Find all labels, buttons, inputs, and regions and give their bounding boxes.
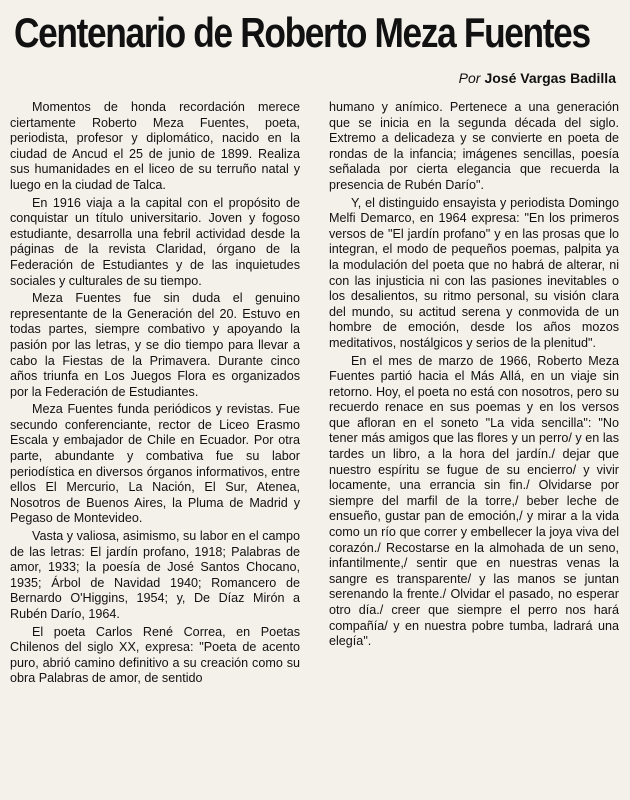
paragraph: Y, el distinguido ensayista y periodista Domingo Melfi Demarco, en 1964 expresa: "En los primeros versos de "El jardín profano" y en las prosas que lo integran, el modo de pequeños poemas, palpita ya la modulación del poeta que no habrá de alterar, ni con las injusticia ni con las pasiones inevitables o los desalientos, su ritmo personal, su visión clara del mundo, su actitud serena y conmovida de un hombre de emoción, desde los años mozos meditativos, nostálgicos y serios de la plenitud". — [329, 195, 619, 350]
paragraph: Meza Fuentes fue sin duda el genuino representante de la Generación del 20. Estuvo en todas partes, siempre combativo y apoyando la pasión por las letras, y se dio tiempo para llevar a cabo la Fiestas de la Primavera. Durante cinco años triunfa en Los Juegos Flora es organizados por la Federación de Estudiantes. — [10, 291, 300, 399]
article-title: Centenario de Roberto Meza Fuentes — [14, 9, 590, 56]
left-column — [10, 100, 300, 796]
byline — [459, 69, 616, 87]
paragraph: humano y anímico. Pertenece a una generación que se inicia en la segunda década del siglo. Extremo a delicadeza y se convierte en poeta de rondas de la infancia; imágenes sencillas, poesía señalada por cierta elegancia que recuerda la presencia de Rubén Darío". — [329, 100, 619, 192]
paragraph: El poeta Carlos René Correa, en Poetas Chilenos del siglo XX, expresa: "Poeta de acento puro, abrió camino definitivo a su creación como su obra Palabras de amor, de sentido — [10, 624, 300, 686]
byline-prefix: Por — [458, 70, 481, 86]
paragraph: Momentos de honda recordación merece ciertamente Roberto Meza Fuentes, poeta, periodista, profesor y diplomático, nacido en la ciudad de Ancud el 25 de junio de 1899. Realiza sus humanidades en el liceo de su terruño natal y luego en la ciudad de Talca. — [10, 100, 300, 192]
paragraph: Meza Fuentes funda periódicos y revistas. Fue secundo conferenciante, rector de Liceo Erasmo Escala y embajador de Chile en Ecuador. Por otra parte, abundante y combativa fue su labor periodística en diversos órganos informativos, entre ellos El Mercurio, La Nación, El Sur, Atenea, Nosotros de Buenos Aires, la Pluma de Madrid y Pegaso de Montevideo. — [10, 402, 300, 526]
right-column — [329, 100, 619, 796]
paragraph: En el mes de marzo de 1966, Roberto Meza Fuentes partió hacia el Más Allá, en un viaje sin retorno. Hoy, el poeta no está con nosotros, pero su recuerdo renace en sus poemas y en los versos que afloran en el soneto "La vida sencilla": "No tener más amigos que las flores y un perro/ y en las tardes un libro, a la hora del jardín./ dejar que nuestro espíritu se fugue de su encierro/ y vivir locamente, una errancia sin fin./ Olvidarse por siempre del marfil de la torre,/ beber leche de ensueño, gustar pan de emoción,/ y mirar a la vida como un río que correr y embellecer la joya viva del corazón./ Recostarse en la almohada de un seno, infantilmente,/ sentir que en nuestras venas la sangre es transparente/ y las manos se juntan serenando la frente./ Olvidar el pasado, no esperar otro día./ creer que siempre el perro nos hará compañía/ y en nuestra pobre tumba, ladrará una elegía". — [329, 353, 619, 649]
author-name: José Vargas Badilla — [484, 70, 616, 86]
paragraph: En 1916 viaja a la capital con el propósito de conquistar un título universitario. Joven y fogoso estudiante, desarrolla una febril actividad desde la páginas de la revista Claridad, órgano de la Federación de Estudiantes y de las inquietudes sociales y culturales de su tiempo. — [10, 195, 300, 288]
paragraph: Vasta y valiosa, asimismo, su labor en el campo de las letras: El jardín profano, 1918; Palabras de amor, 1933; la poesía de José Santos Chocano, 1935; Árbol de Navidad 1940; Romancero de Bernardo O'Higgins, 1954; y, De Díaz Mirón a Rubén Darío, 1964. — [10, 529, 300, 621]
